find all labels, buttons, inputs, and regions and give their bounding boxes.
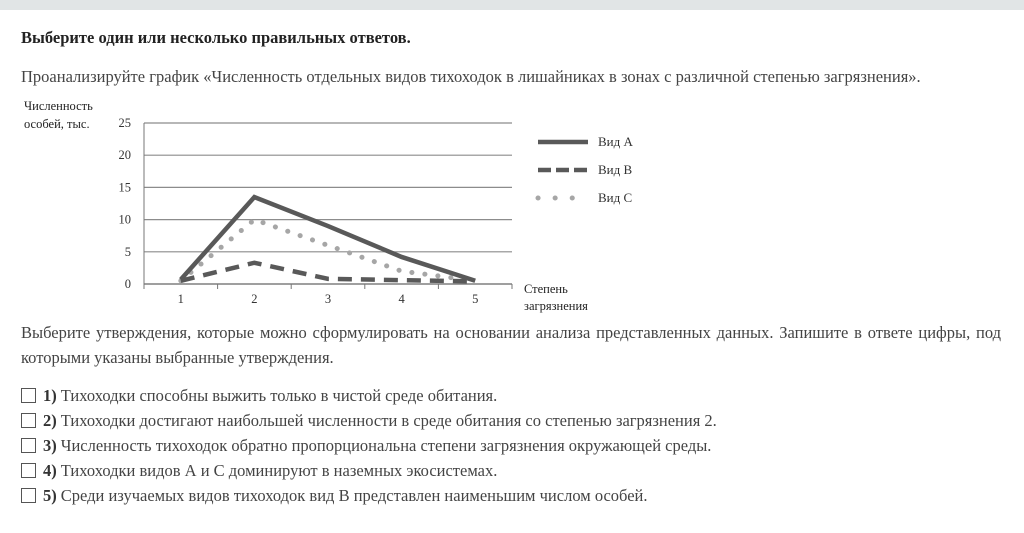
checkbox-4[interactable] — [21, 463, 36, 478]
option-number: 1) — [43, 385, 57, 405]
option-number: 3) — [43, 435, 57, 455]
question-text: Выберите утверждения, которые можно сформулировать на основании анализа представленных данных. Запишите в ответе цифры, под которыми указаны выбранные утверждения. — [21, 323, 1001, 367]
y-tick-label-0: 0 — [124, 277, 131, 291]
option-2[interactable] — [21, 408, 717, 433]
checkbox-3[interactable] — [21, 438, 36, 453]
question-prompt: Проанализируйте график «Численность отдельных видов тихоходок в лишайниках в зонах с различной степенью загрязнения». — [21, 67, 921, 86]
x-axis-title-line2: загрязнения — [524, 299, 588, 313]
y-axis-title-line1: Численность — [24, 99, 93, 113]
instruction-heading: Выберите один или несколько правильных ответов. — [21, 28, 411, 47]
y-tick-label-10: 10 — [118, 212, 131, 227]
chart-svg — [0, 95, 640, 320]
option-text: Тихоходки видов А и С доминируют в наземных экосистемах. — [60, 460, 498, 480]
legend-label-2: Вид С — [598, 190, 633, 205]
y-tick-labels — [119, 116, 132, 291]
y-tick-label-20: 20 — [118, 148, 131, 163]
option-1[interactable] — [21, 383, 717, 408]
option-number: 5) — [43, 485, 57, 505]
legend-label-0: Вид А — [598, 134, 633, 149]
option-5[interactable] — [21, 483, 717, 508]
answer-options — [21, 383, 717, 508]
option-text: Среди изучаемых видов тихоходок вид В представлен наименьшим числом особей. — [60, 485, 648, 505]
series-line-0 — [181, 197, 475, 281]
option-text: Численность тихоходок обратно пропорциональна степени загрязнения окружающей среды. — [60, 435, 712, 455]
checkbox-2[interactable] — [21, 413, 36, 428]
x-tick-label-3: 3 — [324, 292, 332, 306]
option-text: Тихоходки способны выжить только в чистой среде обитания. — [60, 385, 498, 405]
y-tick-label-25: 25 — [118, 116, 131, 130]
checkbox-5[interactable] — [21, 488, 36, 503]
option-number: 2) — [43, 410, 57, 430]
option-text: Тихоходки достигают наибольшей численности в среде обитания со степенью загрязнения 2. — [60, 410, 717, 430]
y-axis-title-line2: особей, тыс. — [24, 117, 90, 131]
chart — [0, 95, 640, 320]
checkbox-1[interactable] — [21, 388, 36, 403]
x-tick-label-4: 4 — [398, 292, 405, 306]
y-tick-label-5: 5 — [124, 244, 131, 259]
option-number: 4) — [43, 460, 57, 480]
series-lines — [181, 197, 475, 281]
y-tick-label-15: 15 — [118, 180, 131, 195]
option-3[interactable] — [21, 433, 717, 458]
legend-label-1: Вид В — [598, 162, 633, 177]
x-tick-labels — [178, 292, 479, 306]
option-4[interactable] — [21, 458, 717, 483]
x-axis-title-line1: Степень — [524, 282, 568, 296]
legend — [538, 134, 633, 205]
x-tick-label-5: 5 — [472, 292, 479, 306]
x-tick-label-2: 2 — [251, 292, 258, 306]
top-bar — [0, 0, 1024, 10]
x-tick-label-1: 1 — [177, 292, 184, 306]
